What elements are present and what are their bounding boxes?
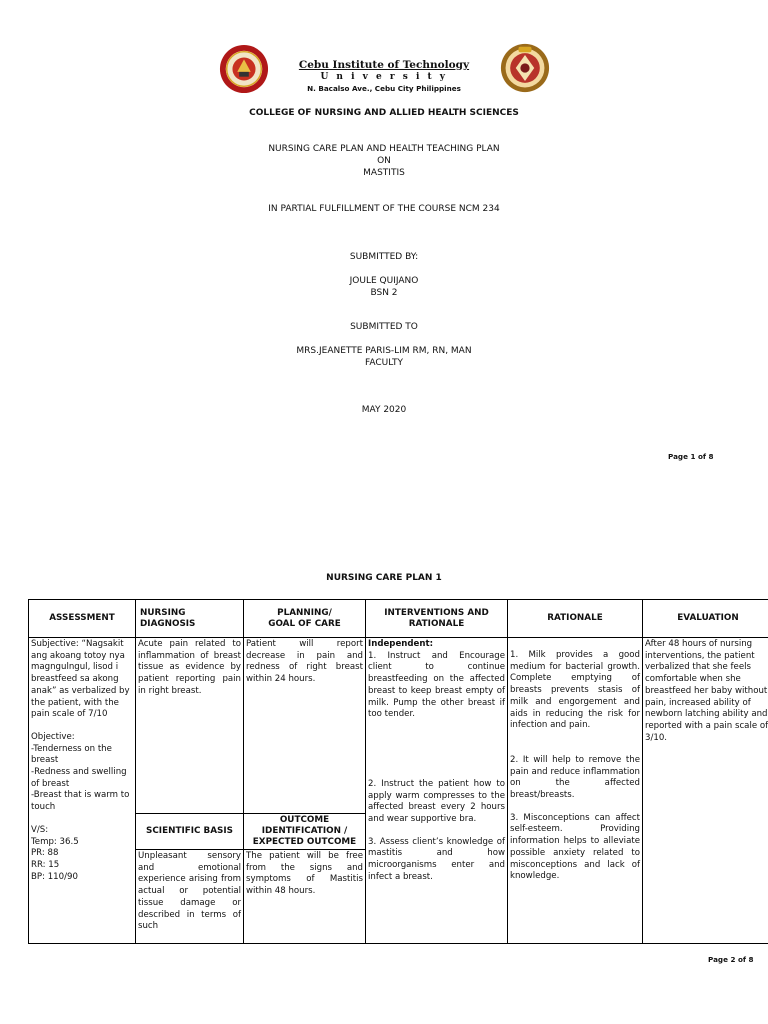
expected-outcome-cell: The patient will be free from the signs and symptoms of Mastitis within 48 hours.	[244, 850, 366, 944]
scientific-basis-cell: Unpleasant sensory and emotional experience arising from actual or potential tissue damage or described in terms of such	[136, 850, 244, 944]
header-outcome: OUTCOME IDENTIFICATION / EXPECTED OUTCOME	[244, 814, 366, 850]
institution-name: Cebu Institute of Technology	[298, 59, 470, 71]
institution-address: N. Bacalso Ave., Cebu City Philippines	[307, 84, 461, 93]
header-rationale: RATIONALE	[508, 600, 643, 638]
header-evaluation: EVALUATION	[643, 600, 768, 638]
header-assessment: ASSESSMENT	[29, 600, 136, 638]
table-row-main	[29, 638, 768, 814]
nursing-diagnosis-cell: Acute pain related to inflammation of breast tissue as evidence by patient reporting pain in right breast.	[136, 638, 244, 814]
interventions-cell	[366, 638, 508, 944]
student-course: BSN 2	[370, 288, 398, 298]
nursing-care-plan-table	[28, 599, 768, 944]
rationale-cell	[508, 638, 643, 944]
institution-subtitle: U n i v e r s i t y	[320, 72, 448, 82]
college-name: COLLEGE OF NURSING AND ALLIED HEALTH SCIENCES	[249, 108, 519, 118]
evaluation-cell: After 48 hours of nursing interventions, the patient verbalized that she feels comfortable when she breastfeed her baby without pain, increased ability of newborn latching ability and reported with a pain scale of 3/10.	[643, 638, 768, 944]
vital-sign-temp: Temp: 36.5	[31, 836, 79, 847]
fulfillment-text: IN PARTIAL FULFILLMENT OF THE COURSE NCM 234	[268, 204, 500, 214]
faculty-name: MRS.JEANETTE PARIS-LIM RM, RN, MAN	[296, 346, 472, 356]
objective-item: -Tenderness on the breast	[31, 743, 112, 766]
submitted-to-label: SUBMITTED TO	[350, 322, 418, 332]
interventions-label: Independent:	[368, 639, 434, 649]
vital-sign-rr: RR: 15	[31, 859, 60, 870]
page-number-1: Page 1 of 8	[668, 452, 714, 461]
vital-sign-pr: PR: 88	[31, 848, 59, 859]
cover-title-line2: ON	[377, 156, 391, 166]
page-number-2: Page 2 of 8	[708, 955, 754, 964]
header-nursing-diagnosis: NURSING DIAGNOSIS	[136, 600, 244, 638]
planning-cell: Patient will report decrease in pain and redness of right breast within 24 hours.	[244, 638, 366, 814]
student-name: JOULE QUIJANO	[349, 276, 419, 286]
cover-date: MAY 2020	[361, 405, 407, 415]
rationale-item-1: 1. Milk provides a good medium for bacterial growth. Complete emptying of breasts prevents stasis of milk and engorgement and aids in reducing the risk for infection and pain.	[510, 650, 640, 731]
faculty-role: FACULTY	[365, 358, 403, 368]
assessment-cell	[29, 638, 136, 944]
intervention-item-1: 1. Instruct and Encourage client to continue breastfeeding on the affected breast to keep breast empty of milk. Pump the other breast if too tender.	[368, 650, 505, 720]
assessment-subjective: Subjective: “Nagsakit ang akoang totoy nya magngulngul, lisod i breastfeed sa akong anak” as verbalized by the patient, with the pain scale of 7/10	[31, 639, 130, 720]
cover-title-line1: NURSING CARE PLAN AND HEALTH TEACHING PLAN	[268, 144, 500, 154]
table-header-row	[29, 600, 768, 638]
rationale-item-3: 3. Misconceptions can affect self-esteem. Providing information helps to alleviate possible anxiety related to misconceptions and lack of knowledge.	[510, 812, 640, 882]
objective-item: -Redness and swelling of breast	[31, 767, 127, 789]
intervention-item-2: 2. Instruct the patient how to apply warm compresses to the affected breast every 2 hours and wear supportive bra.	[368, 778, 505, 825]
rationale-item-2: 2. It will help to remove the pain and reduce inflammation on the affected breast/breasts.	[510, 754, 640, 801]
vital-sign-bp: BP: 110/90	[31, 871, 78, 882]
header-scientific-basis: SCIENTIFIC BASIS	[136, 814, 244, 850]
header-interventions: INTERVENTIONS AND RATIONALE	[366, 600, 508, 638]
objective-item: -Breast that is warm to touch	[31, 790, 130, 813]
ncp-title: NURSING CARE PLAN 1	[326, 573, 442, 583]
assessment-objective-label: Objective:	[31, 731, 75, 742]
vital-signs-label: V/S:	[31, 824, 49, 835]
submitted-by-label: SUBMITTED BY:	[349, 252, 419, 262]
cover-title-line3: MASTITIS	[363, 168, 405, 178]
intervention-item-3: 3. Assess client’s knowledge of mastitis and how microorganisms enter and infect a breast.	[368, 836, 505, 882]
header-planning: PLANNING/ GOAL OF CARE	[244, 600, 366, 638]
